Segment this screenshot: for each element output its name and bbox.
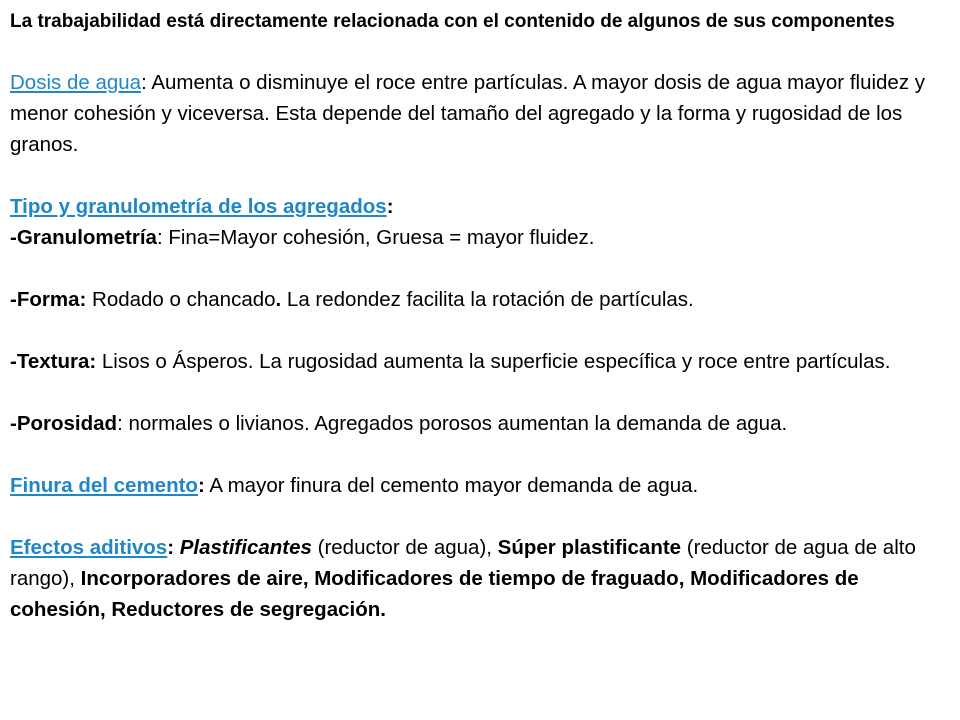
link-finura-del-cemento[interactable]: Finura del cemento	[10, 474, 198, 497]
forma-label: -Forma:	[10, 288, 87, 311]
paragraph-tipo-agregados	[10, 191, 940, 222]
paragraph-textura	[10, 346, 940, 377]
tipo-suffix: :	[386, 195, 394, 218]
forma-dot: .	[275, 288, 282, 311]
paragraph-porosidad	[10, 408, 940, 439]
spacer	[10, 439, 940, 470]
porosidad-text: : normales o livianos. Agregados porosos aumentan la demanda de agua.	[117, 412, 788, 435]
paragraph-forma	[10, 284, 940, 315]
porosidad-label: -Porosidad	[10, 412, 118, 435]
finura-text: A mayor finura del cemento mayor demanda de agua.	[204, 474, 699, 497]
paragraph-finura-cemento	[10, 470, 940, 501]
aditivos-text-2: (reductor de agua de alto rango),	[10, 536, 916, 590]
slide-heading: La trabajabilidad está directamente relacionada con el contenido de algunos de sus componentes	[10, 11, 895, 32]
spacer	[10, 377, 940, 408]
forma-text-1: Rodado o chancado	[86, 288, 276, 311]
paragraph-dosis-de-agua	[10, 67, 940, 160]
finura-colon: :	[197, 474, 205, 497]
spacer	[10, 36, 940, 67]
link-tipo-granulometria[interactable]: Tipo y granulometría de los agregados	[10, 195, 387, 218]
granulometria-text: : Fina=Mayor cohesión, Gruesa = mayor fluidez.	[156, 226, 595, 249]
aditivos-text-1: (reductor de agua),	[311, 536, 498, 559]
spacer	[10, 160, 940, 191]
dosis-text: : Aumenta o disminuye el roce entre partículas. A mayor dosis de agua mayor fluidez y menor cohesión y viceversa. Esta depende del tamaño del agregado y la forma y rugosidad de los granos.	[10, 71, 926, 156]
paragraph-granulometria	[10, 222, 940, 253]
spacer	[10, 501, 940, 532]
aditivos-super-plastificante: Súper plastificante	[497, 536, 682, 559]
granulometria-label: -Granulometría	[10, 226, 157, 249]
link-efectos-aditivos[interactable]: Efectos aditivos	[10, 536, 168, 559]
aditivos-incorporadores: Incorporadores de aire, Modificadores de tiempo de fraguado, Modificadores de cohesión, Reductores de segregación.	[10, 567, 859, 621]
spacer	[10, 315, 940, 346]
slide-content	[10, 8, 940, 625]
textura-label: -Textura:	[10, 350, 97, 373]
textura-text: Lisos o Ásperos. La rugosidad aumenta la superficie específica y roce entre partículas.	[96, 350, 891, 373]
paragraph-efectos-aditivos	[10, 532, 940, 625]
forma-text-2: La redondez facilita la rotación de partículas.	[281, 288, 694, 311]
link-dosis-de-agua[interactable]: Dosis de agua	[10, 71, 142, 94]
aditivos-plastificantes: Plastificantes	[174, 536, 312, 559]
aditivos-colon: :	[167, 536, 175, 559]
spacer	[10, 253, 940, 284]
